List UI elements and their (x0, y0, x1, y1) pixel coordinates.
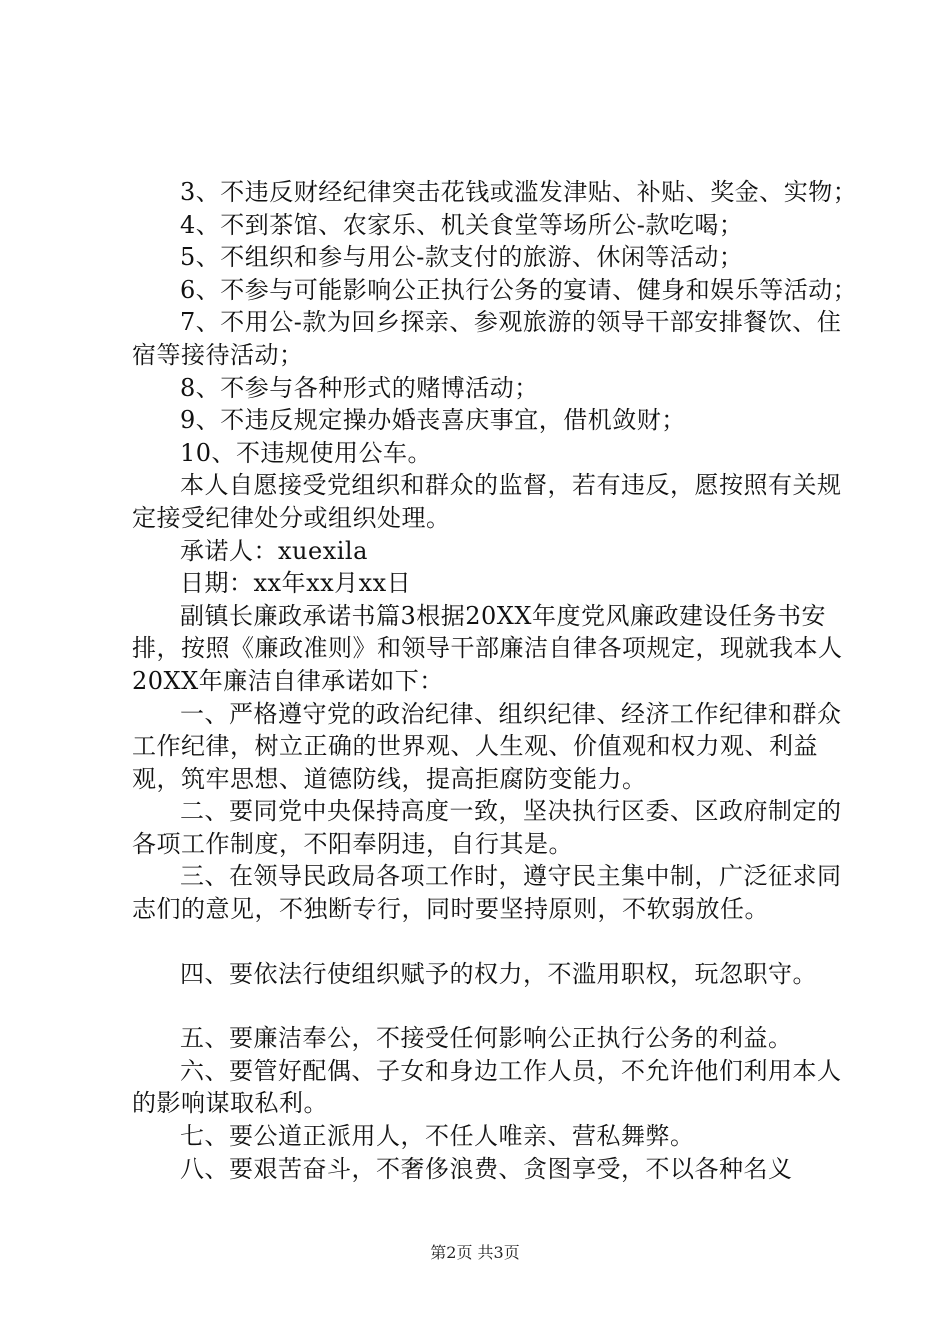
paragraph: 七、要公道正派用人，不任人唯亲、营私舞弊。 (180, 1122, 695, 1151)
paragraph: 四、要依法行使组织赋予的权力，不滥用职权，玩忽职守。 (180, 959, 817, 988)
paragraph: 一、严格遵守党的政治纪律、组织纪律、经济工作纪律和群众工作纪律，树立正确的世界观、人生观、价值观和权力观、利益观，筑牢思想、道德防线，提高拒腐防变能力。 (132, 699, 842, 793)
date-line: 日期：xx年xx月xx日 (180, 569, 412, 598)
signatory-line: 承诺人：xuexila (180, 536, 368, 565)
paragraph: 六、要管好配偶、子女和身边工作人员，不允许他们利用本人的影响谋取私利。 (132, 1056, 842, 1118)
paragraph: 八、要艰苦奋斗，不奢侈浪费、贪图享受，不以各种名义 (180, 1154, 793, 1183)
paragraph: 4、不到茶馆、农家乐、机关食堂等场所公-款吃喝； (180, 210, 744, 239)
paragraph: 本人自愿接受党组织和群众的监督，若有违反，愿按照有关规定接受纪律处分或组织处理。 (132, 471, 842, 532)
paragraph: 9、不违反规定操办婚丧喜庆事宜，借机敛财； (180, 406, 686, 435)
paragraph-spacer (132, 926, 858, 958)
paragraph: 五、要廉洁奉公，不接受任何影响公正执行公务的利益。 (180, 1024, 793, 1053)
paragraph: 8、不参与各种形式的赌博活动； (180, 373, 539, 402)
paragraph: 10、不违规使用公车。 (180, 438, 433, 467)
document-body (132, 176, 858, 1185)
paragraph: 7、不用公-款为回乡探亲、参观旅游的领导干部安排餐饮、住宿等接待活动； (132, 308, 842, 369)
paragraph: 三、在领导民政局各项工作时，遵守民主集中制，广泛征求同志们的意见，不独断专行，同时要坚持原则，不软弱放任。 (132, 862, 842, 924)
paragraph: 副镇长廉政承诺书篇3根据20XX年度党风廉政建设任务书安排，按照《廉政准则》和领导干部廉洁自律各项规定，现就我本人20XX年廉洁自律承诺如下： (132, 601, 843, 695)
paragraph: 5、不组织和参与用公-款支付的旅游、休闲等活动； (180, 243, 744, 272)
paragraph: 6、不参与可能影响公正执行公务的宴请、健身和娱乐等活动； (180, 275, 858, 304)
paragraph: 3、不违反财经纪律突击花钱或滥发津贴、补贴、奖金、实物； (180, 178, 858, 206)
page-number-footer: 第2页 共3页 (430, 1243, 520, 1262)
paragraph-spacer (132, 990, 858, 1022)
paragraph: 二、要同党中央保持高度一致，坚决执行区委、区政府制定的各项工作制度，不阳奉阴违，自行其是。 (132, 797, 842, 858)
